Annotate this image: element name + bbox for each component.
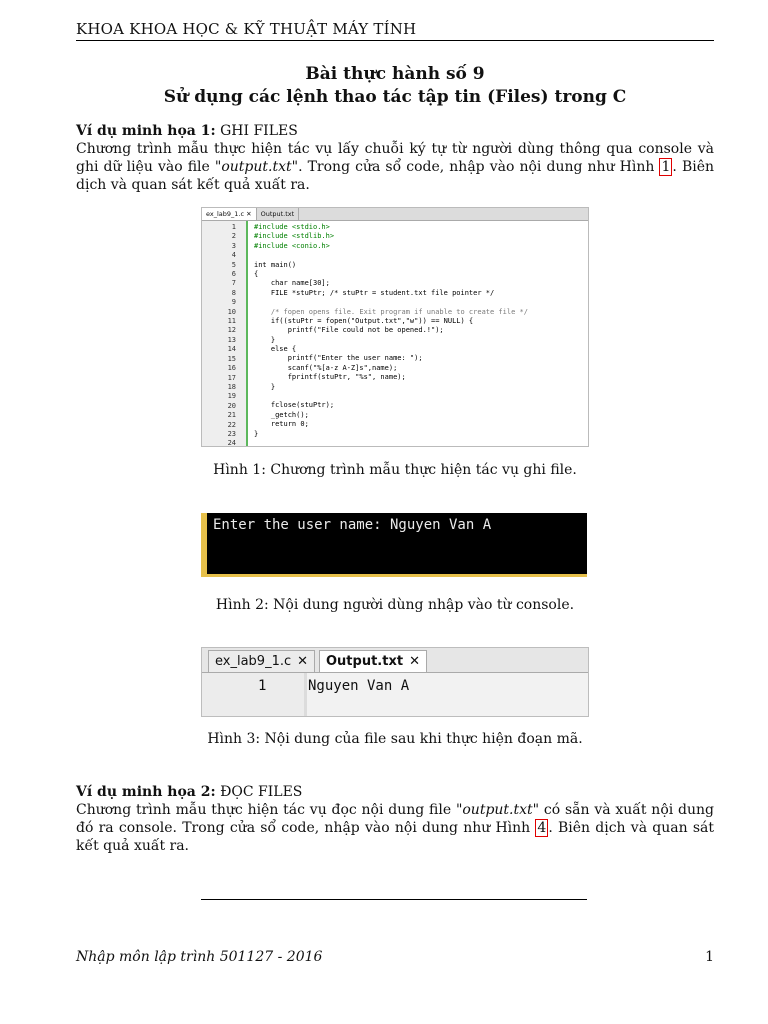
example1-text-c: . Biên dịch và quan sát kết quả xuất ra. [76,159,715,193]
editor-line-number: 1 [231,223,236,231]
code-line: else { [254,345,297,354]
code-line: int main() [254,260,297,269]
editor-line-number: 20 [227,401,236,410]
code-editor-screenshot [201,207,589,447]
code-line: fprintf(stuPtr, "%s", name); [254,373,406,382]
example2-text-b: có sẵn và xuất nội dung đó ra console. Trong cửa sổ code, nhập vào nội dung như Hình [76,802,714,836]
page-header: KHOA KHOA HỌC & KỸ THUẬT MÁY TÍNH [76,20,417,38]
editor-line-number: 18 [227,382,236,391]
code-line: #include <stdlib.h> [254,232,335,241]
editor-line-number: 14 [227,345,236,354]
editor-tabs [202,208,588,221]
editor-body [202,221,588,446]
code-line: if((stuPtr = fopen("Output.txt","w")) == NULL) { [254,316,474,325]
code-line [254,439,528,447]
footer-course: Nhập môn lập trình 501127 - 2016 [76,949,323,965]
editor-line-number: 11 [227,317,236,326]
output-file-screenshot [201,647,589,717]
editor-line-number: 23 [227,429,236,438]
close-icon: ✕ [297,654,309,669]
editor-line-number: 8 [231,288,236,297]
code-line [254,392,528,401]
example2-file: "output.txt" [455,802,540,818]
figure2-caption: Hình 2: Nội dung người dùng nhập vào từ console. [215,597,575,613]
editor-line-number: 2 [231,232,236,241]
header-rule [76,40,714,41]
editor-line-number: 21 [227,411,236,420]
example2-label: Ví dụ minh họa 2: [76,784,216,800]
close-icon: ✕ [409,654,420,669]
code-line: scanf("%[a-z A-Z]s",name); [254,363,398,372]
editor-tab-output: Output.txt [257,208,300,220]
editor-line-number: 10 [227,307,236,316]
editor-line-number: 24 [227,439,236,447]
editor-line-number: 16 [227,364,236,373]
example1-label: Ví dụ minh họa 1: [76,123,216,139]
editor-line-numbers [202,223,236,447]
code-line: } [254,335,276,344]
figure3-caption: Hình 3: Nội dung của file sau khi thực hiện đoạn mã. [207,731,583,747]
code-line: /* fopen opens file. Exit program if unable to create file */ [254,307,528,316]
editor-line-number: 6 [231,270,236,279]
editor-line-number: 15 [227,354,236,363]
lab-subtitle: Sử dụng các lệnh thao tác tập tin (Files) trong C [163,87,627,107]
code-line: printf("File could not be opened.!"); [254,326,444,335]
code-line: fclose(stuPtr); [254,401,335,410]
editor-line-number: 5 [231,260,236,269]
code-line: FILE *stuPtr; /* stuPtr = student.txt file pointer */ [254,288,495,297]
example1-heading: GHI FILES [220,123,298,139]
example2-text-c: . Biên dịch và quan sát kết quả xuất ra. [76,820,714,854]
editor-line-number: 17 [227,373,236,382]
example2-paragraph [76,783,714,855]
editor-line-number: 7 [231,279,236,288]
code-line [254,251,528,260]
example2-heading: ĐỌC FILES [220,784,303,800]
console-output: Enter the user name: Nguyen Van A [213,517,492,533]
figure1-caption: Hình 1: Chương trình mẫu thực hiện tác vụ ghi file. [213,462,577,478]
fileview-tab-output [319,650,427,672]
editor-line-number: 9 [231,298,236,307]
fileview-gutter [202,673,307,716]
fileview-content: Nguyen Van A [308,678,410,694]
lab-title: Bài thực hành số 9 [305,64,485,84]
code-line: printf("Enter the user name: "); [254,354,423,363]
code-line [254,298,528,307]
fileview-tab-source [208,650,315,672]
code-line: } [254,382,276,391]
editor-line-number: 19 [227,392,236,401]
example1-text-a: Chương trình mẫu thực hiện tác vụ lấy chuỗi ký tự từ người dùng thông qua console và ghi dữ liệu vào file [76,141,714,175]
code-line: #include <stdio.h> [254,223,330,231]
figure-ref-4[interactable]: 4 [537,820,547,836]
editor-line-number: 3 [231,241,236,250]
editor-line-number: 22 [227,420,236,429]
code-line: return 0; [254,420,309,429]
editor-line-number: 12 [227,326,236,335]
fileview-line-number: 1 [258,678,267,694]
footer-page-number: 1 [705,949,714,965]
console-screenshot [201,513,587,577]
fileview-tab-source-label: ex_lab9_1.c [215,654,292,669]
editor-line-number: 4 [231,251,236,260]
example1-file: "output.txt" [214,159,299,175]
fileview-tabs [202,648,588,673]
code-line: char name[30]; [254,279,330,288]
example1-paragraph [76,122,714,194]
code-line: { [254,269,259,278]
example1-text-b: . Trong cửa sổ code, nhập vào nội dung như Hình [298,159,660,175]
example2-text-a: Chương trình mẫu thực hiện tác vụ đọc nội dung file [76,802,456,818]
figure-ref-1[interactable]: 1 [661,159,671,175]
code-line: _getch(); [254,410,309,419]
fileview-tab-output-label: Output.txt [326,654,404,669]
code-line: } [254,429,259,438]
editor-tab-source: ex_lab9_1.c ✕ [202,208,257,220]
bottom-rule [201,899,587,900]
editor-code [254,223,528,447]
editor-line-number: 13 [227,335,236,344]
code-line: #include <conio.h> [254,241,330,250]
